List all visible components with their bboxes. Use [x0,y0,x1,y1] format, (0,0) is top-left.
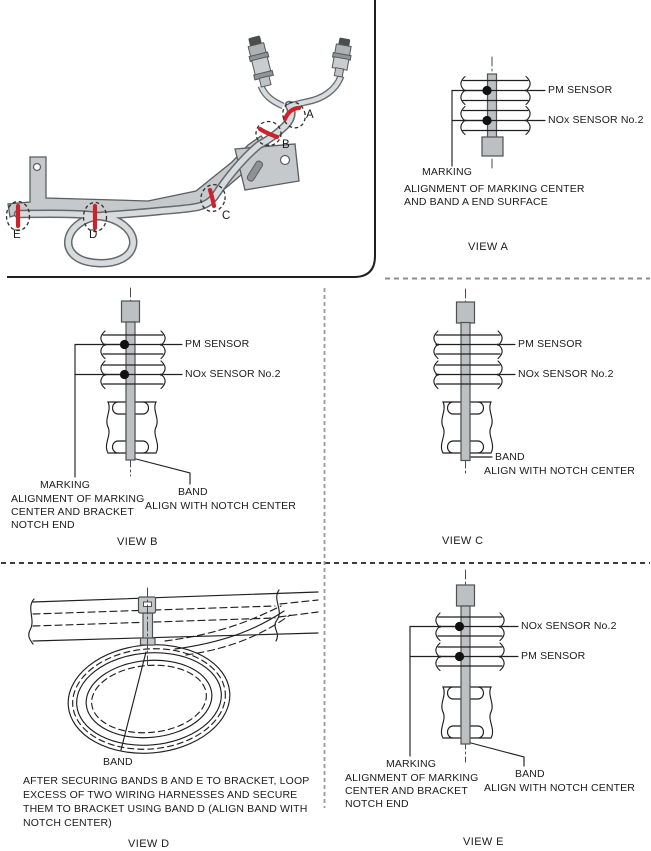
view-e-marking-note3: NOTCH END [345,798,409,810]
view-e-art [410,570,524,766]
callout-e-label: E [13,229,21,241]
view-c-band-label: BAND [495,451,525,463]
view-a-caption: VIEW A [468,241,509,253]
view-e-band-note: ALIGN WITH NOTCH CENTER [484,782,636,794]
view-d-note-line1: AFTER SECURING BANDS B AND E TO BRACKET, LOOP [23,775,310,787]
view-b-band-label: BAND [178,486,208,498]
view-c-caption: VIEW C [442,535,484,547]
callout-a-label: A [306,109,314,121]
view-a-marking-label: MARKING [422,166,473,178]
view-d-note-line2: EXCESS OF TWO WIRING HARNESSES AND SECURE [23,789,298,801]
view-c-art [434,289,515,476]
view-e-pm-sensor-label: PM SENSOR [521,650,586,662]
view-d-note-line3: THEM TO BRACKET USING BAND D (ALIGN BAND WITH [23,803,308,815]
view-d-art [29,588,318,760]
view-d-band-label: BAND [103,756,133,768]
view-b-marking-note3: NOTCH END [11,519,75,531]
view-e-band-label: BAND [515,768,545,780]
view-e-marking-label: MARKING [386,758,437,770]
view-c-band-note: ALIGN WITH NOTCH CENTER [484,465,636,477]
callout-b-label: B [282,139,290,151]
view-a-note-line1: ALIGNMENT OF MARKING CENTER [404,183,585,195]
view-d-caption: VIEW D [128,838,170,850]
view-b-nox-sensor-label: NOx SENSOR No.2 [185,368,281,380]
view-e-marking-note1: ALIGNMENT OF MARKING [345,772,479,784]
view-b-marking-note2: CENTER AND BRACKET [11,506,134,518]
view-b-marking-note1: ALIGNMENT OF MARKING [11,493,145,505]
view-b-art [75,288,190,484]
view-a-pm-sensor-label: PM SENSOR [548,84,613,96]
view-b-marking-label: MARKING [40,479,91,491]
view-e-nox-sensor-label: NOx SENSOR No.2 [521,620,617,632]
view-e-caption: VIEW E [463,836,504,848]
view-a-note-line2: AND BAND A END SURFACE [404,196,548,208]
view-a-art [452,57,545,168]
view-e-marking-note2: CENTER AND BRACKET [345,785,468,797]
view-c-nox-sensor-label: NOx SENSOR No.2 [518,368,614,380]
view-b-caption: VIEW B [117,536,158,548]
view-c-pm-sensor-label: PM SENSOR [518,338,583,350]
nox-sensor-drawing [329,37,353,78]
view-a-nox-sensor-label: NOx SENSOR No.2 [548,114,644,126]
view-d-note-line4: NOTCH CENTER) [23,817,112,829]
view-b-pm-sensor-label: PM SENSOR [185,338,250,350]
callout-d-label: D [89,229,98,241]
overview-bracket-art [7,35,354,264]
view-b-band-note: ALIGN WITH NOTCH CENTER [145,500,297,512]
pm-sensor-drawing [245,35,276,89]
callout-c-label: C [222,210,231,222]
